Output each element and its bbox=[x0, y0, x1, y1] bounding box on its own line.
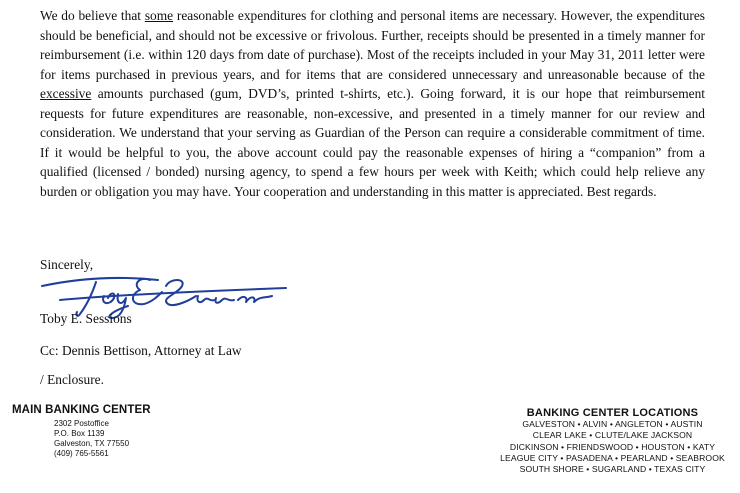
locations-title: BANKING CENTER LOCATIONS bbox=[526, 407, 699, 419]
address-line: 2302 Postoffice bbox=[54, 419, 110, 428]
locations-line: LEAGUE CITY • PASADENA • PEARLAND • SEABROOK bbox=[500, 452, 725, 463]
locations-line: CLEAR LAKE • CLUTE/LAKE JACKSON bbox=[532, 430, 693, 441]
underlined-excessive: excessive bbox=[40, 86, 92, 101]
cc-line: Cc: Dennis Bettison, Attorney at Law bbox=[40, 343, 242, 358]
body-paragraph bbox=[40, 6, 705, 201]
closing: Sincerely, bbox=[40, 257, 94, 272]
signer-name: Toby E. Sessions bbox=[40, 311, 132, 326]
locations-line: SOUTH SHORE • SUGARLAND • TEXAS CITY bbox=[519, 464, 706, 475]
main-banking-address bbox=[54, 419, 172, 459]
main-banking-center-title: MAIN BANKING CENTER bbox=[12, 404, 151, 416]
body-text: amounts purchased (gum, DVD’s, printed t-shirts, etc.). Going forward, it is our hope that reimbursement requests for future expenditures are reasonable, non-excessive, and presented in a timely manner for our review and consideration. We understand that your serving as Guardian of the Person can require a considerable commitment of time. If it would be helpful to you, the above account could pay the reasonable expenses of hiring a “companion” from a qualified (licensed / bonded) nursing agency, to spend a few hours per week with Keith; which could help relieve any burden or obligation you may have. Your cooperation and understanding in this matter is appreciated. Best regards. bbox=[40, 86, 705, 199]
body-text: We do believe that bbox=[40, 8, 145, 23]
locations-line: DICKINSON • FRIENDSWOOD • HOUSTON • KATY bbox=[509, 441, 716, 452]
locations-line: GALVESTON • ALVIN • ANGLETON • AUSTIN bbox=[522, 419, 703, 429]
body-text: reasonable expenditures for clothing and personal items are necessary. However, the expenditures should be beneficial, and should not be excessive or frivolous. Further, receipts should be presented in a timely manner for reimbursement (i.e. within 120 days from date of purchase). Most of the receipts included in your May 31, 2011 letter were for items purchased in previous years, and for items that are considered unnecessary and unreasonable because of the bbox=[40, 8, 705, 82]
letter-body bbox=[40, 6, 705, 201]
address-line: P.O. Box 1139 bbox=[54, 429, 105, 438]
banking-center-locations bbox=[500, 407, 725, 475]
phone-line: (409) 765-5561 bbox=[54, 449, 109, 458]
main-banking-center bbox=[12, 404, 172, 459]
address-line: Galveston, TX 77550 bbox=[54, 439, 130, 448]
enclosure-line: / Enclosure. bbox=[40, 372, 104, 387]
underlined-some: some bbox=[144, 8, 174, 23]
